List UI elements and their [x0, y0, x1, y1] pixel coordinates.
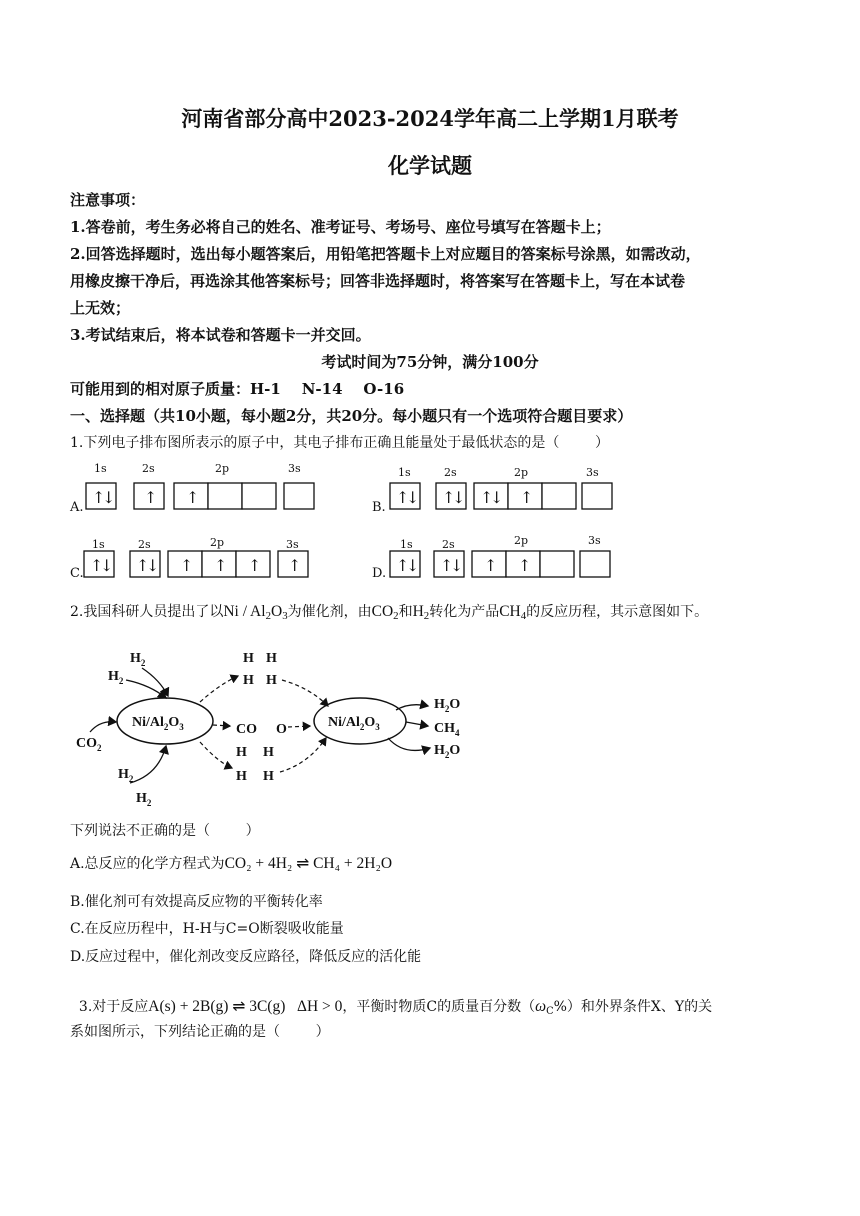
- svg-text:↓: ↓: [100, 556, 114, 575]
- notice-item-2-line-3: 上无效；: [70, 299, 131, 317]
- svg-text:↑: ↑: [90, 556, 104, 575]
- svg-text:1s: 1s: [400, 538, 413, 551]
- svg-text:↓: ↓: [450, 556, 464, 575]
- svg-text:1s: 1s: [92, 538, 105, 551]
- svg-text:↑: ↑: [518, 556, 532, 575]
- notice-item-2-line-1: 2.回答选择题时，选出每小题答案后，用铅笔把答题卡上对应题目的答案标号涂黑，如需改动，: [70, 245, 701, 263]
- label-3s: 3s: [288, 462, 301, 475]
- orbital-option-b: [390, 466, 612, 509]
- question-3-stem-line-2: 系如图所示，下列结论正确的是（ ）: [70, 1024, 330, 1040]
- svg-text:3s: 3s: [286, 538, 299, 551]
- exam-subtitle: 化学试题: [388, 153, 472, 178]
- notice-item-2-line-2: 用橡皮擦干净后，再选涂其他答案标号；回答非选择题时，将答案写在答题卡上，写在本试卷: [70, 272, 686, 290]
- exam-time-info: 考试时间为75分钟，满分100分: [321, 353, 539, 371]
- svg-text:2p: 2p: [210, 536, 225, 549]
- svg-text:↑: ↑: [288, 556, 302, 575]
- svg-text:H2: $H_2$: [118, 767, 134, 784]
- svg-text:↑: ↑: [440, 556, 454, 575]
- svg-text:↑: ↑: [214, 556, 228, 575]
- catalyst-label-right: $Ni/Al_2O_3$: [328, 715, 380, 732]
- label-2s: 2s: [142, 462, 155, 475]
- svg-text:CO2: $CO_2$: [76, 736, 102, 753]
- notice-item-1: 1.答卷前，考生务必将自己的姓名、准考证号、考场号、座位号填写在答题卡上；: [70, 218, 611, 236]
- svg-text:H: H: [263, 745, 274, 760]
- svg-text:↑: ↑: [248, 556, 262, 575]
- svg-text:CH4: $CH_4$: [434, 721, 460, 738]
- svg-text:↑: ↑: [484, 556, 498, 575]
- svg-text:H: H: [236, 745, 247, 760]
- label-2p: 2p: [215, 462, 230, 475]
- svg-text:↑: ↑: [480, 488, 494, 507]
- svg-text:H2: $H_2$: [108, 669, 124, 686]
- q2-option-d: D.反应过程中，催化剂改变反应路径，降低反应的活化能: [70, 949, 422, 965]
- catalyst-label-left: $Ni/Al_2O_3$: [132, 715, 184, 732]
- svg-text:↓: ↓: [406, 488, 420, 507]
- svg-text:↓: ↓: [490, 488, 504, 507]
- question-3-stem-line-1: 3.对于反应A(s) + 2B(g) ⇌ 3C(g) ΔH > 0，平衡时物质C的质量百分数$(\omega_C\%)$和外界条件X、Y的关: [78, 998, 713, 1017]
- svg-text:↓: ↓: [102, 488, 116, 507]
- svg-text:H2O: $H_2O$: [434, 743, 461, 760]
- svg-text:1s: 1s: [398, 466, 411, 479]
- svg-text:↑: ↑: [180, 556, 194, 575]
- svg-text:↑: ↑: [396, 556, 410, 575]
- svg-text:↓: ↓: [452, 488, 466, 507]
- section-heading-choice: 一、选择题（共10小题，每小题2分，共20分。每小题只有一个选项符合题目要求）: [70, 407, 633, 425]
- svg-text:CO: CO: [236, 722, 257, 737]
- svg-text:2s: 2s: [444, 466, 457, 479]
- q2-option-a: A.总反应的化学方程式为CO₂ + 4H₂ ⇌ CH₄ + 2H₂O: [70, 855, 393, 872]
- svg-text:2s: 2s: [138, 538, 151, 551]
- exam-title: 河南省部分高中2023-2024学年高二上学期1月联考: [181, 106, 679, 131]
- q1-option-c-label: C.: [70, 566, 84, 581]
- q1-option-b-label: B.: [372, 500, 386, 515]
- reaction-pathway-diagram: [70, 640, 490, 815]
- question-1-stem: 1.下列电子排布图所表示的原子中，其电子排布正确且能量处于最低状态的是（ ）: [70, 435, 609, 451]
- svg-text:↑: ↑: [442, 488, 456, 507]
- svg-text:H: H: [266, 651, 277, 666]
- svg-text:↑: ↑: [520, 488, 534, 507]
- svg-text:↑: ↑: [186, 488, 200, 507]
- notice-item-3: 3.考试结束后，将本试卷和答题卡一并交回。: [70, 326, 371, 344]
- svg-text:H: H: [263, 769, 274, 784]
- q2-option-c: C.在反应历程中，H-H与C=O断裂吸收能量: [70, 921, 344, 937]
- orbital-option-a: [86, 462, 314, 509]
- svg-text:H: H: [243, 651, 254, 666]
- svg-text:H2O: $H_2O$: [434, 697, 461, 714]
- q2-option-b: B.催化剂可有效提高反应物的平衡转化率: [70, 894, 323, 910]
- atomic-masses: 可能用到的相对原子质量：H-1 N-14 O-16: [70, 380, 405, 398]
- question-2-stem: 2.我国科研人员提出了以Ni / $Al_2O_3$为催化剂，由$CO_2$和$H_2$转化为产品$CH_4$的反应历程，其示意图如下。: [70, 603, 709, 622]
- svg-text:↑: ↑: [136, 556, 150, 575]
- svg-text:O: O: [276, 722, 287, 737]
- svg-text:↑: ↑: [92, 488, 106, 507]
- orbital-diagrams: [60, 458, 760, 588]
- svg-text:H: H: [243, 673, 254, 688]
- label-1s: 1s: [94, 462, 107, 475]
- svg-text:↑: ↑: [144, 488, 158, 507]
- svg-text:2p: 2p: [514, 466, 529, 479]
- orbital-option-c: [84, 536, 308, 577]
- svg-text:3s: 3s: [586, 466, 599, 479]
- svg-text:↓: ↓: [406, 556, 420, 575]
- svg-text:H: H: [266, 673, 277, 688]
- orbital-option-d: [390, 534, 610, 577]
- svg-text:H2: $H_2$: [136, 791, 152, 808]
- svg-text:↓: ↓: [146, 556, 160, 575]
- svg-text:H: H: [236, 769, 247, 784]
- svg-text:2s: 2s: [442, 538, 455, 551]
- svg-text:H2: $H_2$: [130, 651, 146, 668]
- svg-text:2p: 2p: [514, 534, 529, 547]
- svg-text:3s: 3s: [588, 534, 601, 547]
- question-2-prompt: 下列说法不正确的是（ ）: [70, 823, 260, 839]
- svg-text:↑: ↑: [396, 488, 410, 507]
- q1-option-d-label: D.: [372, 566, 387, 581]
- q1-option-a-label: A.: [70, 500, 84, 515]
- notice-heading: 注意事项：: [70, 191, 146, 209]
